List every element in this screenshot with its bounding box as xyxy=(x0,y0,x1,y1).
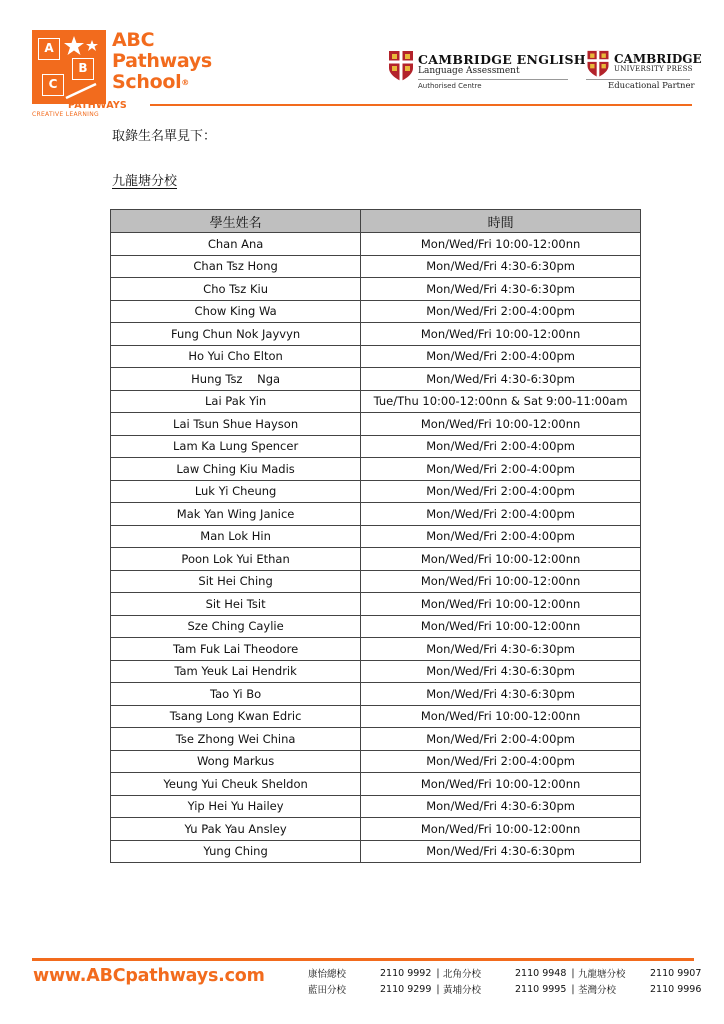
class-time-cell: Mon/Wed/Fri 10:00-12:00nn xyxy=(361,705,641,728)
class-time-cell: Mon/Wed/Fri 2:00-4:00pm xyxy=(361,345,641,368)
class-time-cell: Mon/Wed/Fri 2:00-4:00pm xyxy=(361,750,641,773)
table-row xyxy=(111,818,641,841)
table-row xyxy=(111,300,641,323)
table-row xyxy=(111,773,641,796)
school-name-line3-text: School xyxy=(112,71,182,93)
table-row xyxy=(111,638,641,661)
student-name-cell: Lam Ka Lung Spencer xyxy=(111,435,361,458)
table-row xyxy=(111,255,641,278)
table-row xyxy=(111,525,641,548)
table-row xyxy=(111,480,641,503)
class-time-cell: Mon/Wed/Fri 2:00-4:00pm xyxy=(361,300,641,323)
contact-separator: | xyxy=(436,967,440,979)
class-time-cell: Mon/Wed/Fri 4:30-6:30pm xyxy=(361,638,641,661)
table-row xyxy=(111,660,641,683)
cambridge-english-status: Authorised Centre xyxy=(418,82,482,90)
class-time-cell: Mon/Wed/Fri 10:00-12:00nn xyxy=(361,413,641,436)
student-name-cell: Mak Yan Wing Janice xyxy=(111,503,361,526)
school-name xyxy=(112,30,212,93)
student-name-cell: Sze Ching Caylie xyxy=(111,615,361,638)
table-row xyxy=(111,683,641,706)
student-name-cell: Cho Tsz Kiu xyxy=(111,278,361,301)
student-name-cell: Yeung Yui Cheuk Sheldon xyxy=(111,773,361,796)
student-table-body xyxy=(111,233,641,863)
class-time-cell: Mon/Wed/Fri 10:00-12:00nn xyxy=(361,593,641,616)
class-time-cell: Mon/Wed/Fri 2:00-4:00pm xyxy=(361,435,641,458)
website-link[interactable]: www.ABCpathways.com xyxy=(33,966,265,986)
table-row xyxy=(111,278,641,301)
table-row xyxy=(111,548,641,571)
student-table xyxy=(110,209,641,863)
star-icon xyxy=(62,34,102,60)
logo-letter-c: C xyxy=(42,74,64,96)
class-time-cell: Mon/Wed/Fri 4:30-6:30pm xyxy=(361,660,641,683)
student-name-cell: Tam Yeuk Lai Hendrik xyxy=(111,660,361,683)
table-row xyxy=(111,390,641,413)
table-row xyxy=(111,458,641,481)
student-name-cell: Yip Hei Yu Hailey xyxy=(111,795,361,818)
cambridge-press-title: CAMBRIDGE xyxy=(614,52,702,66)
class-time-cell: Mon/Wed/Fri 2:00-4:00pm xyxy=(361,503,641,526)
class-time-cell: Mon/Wed/Fri 10:00-12:00nn xyxy=(361,570,641,593)
student-name-cell: Tao Yi Bo xyxy=(111,683,361,706)
table-row xyxy=(111,795,641,818)
cambridge-press-subtitle: UNIVERSITY PRESS xyxy=(614,65,693,73)
student-name-cell: Lai Pak Yin xyxy=(111,390,361,413)
campus-contacts xyxy=(308,965,703,997)
campus-phone: 2110 9907 xyxy=(650,967,702,979)
cambridge-press-status: Educational Partner xyxy=(608,81,695,91)
table-row xyxy=(111,435,641,458)
class-time-cell: Mon/Wed/Fri 4:30-6:30pm xyxy=(361,278,641,301)
contact-separator: | xyxy=(571,967,575,979)
student-name-cell: Hung Tsz Nga xyxy=(111,368,361,391)
class-time-cell: Mon/Wed/Fri 4:30-6:30pm xyxy=(361,683,641,706)
table-row xyxy=(111,323,641,346)
table-row xyxy=(111,728,641,751)
student-name-cell: Tam Fuk Lai Theodore xyxy=(111,638,361,661)
contact-separator: | xyxy=(436,983,440,995)
cambridge-english-divider xyxy=(418,79,568,80)
contact-row xyxy=(308,981,703,997)
cambridge-english-logo xyxy=(388,50,586,92)
table-row xyxy=(111,615,641,638)
class-time-cell: Mon/Wed/Fri 4:30-6:30pm xyxy=(361,840,641,863)
class-time-cell: Mon/Wed/Fri 10:00-12:00nn xyxy=(361,818,641,841)
branch-title: 九龍塘分校 xyxy=(112,174,178,189)
table-row xyxy=(111,593,641,616)
school-name-line3 xyxy=(112,72,212,93)
student-name-cell: Fung Chun Nok Jayvyn xyxy=(111,323,361,346)
cambridge-english-subtitle: Language Assessment xyxy=(418,66,520,76)
table-row xyxy=(111,750,641,773)
student-name-cell: Sit Hei Ching xyxy=(111,570,361,593)
class-time-cell: Mon/Wed/Fri 10:00-12:00nn xyxy=(361,773,641,796)
student-name-cell: Luk Yi Cheung xyxy=(111,480,361,503)
logo-letter-blocks xyxy=(32,30,106,104)
campus-name: 荃灣分校 xyxy=(578,985,617,996)
logo-letter-b: B xyxy=(72,58,94,80)
table-header-row xyxy=(111,210,641,233)
campus-phone: 2110 9995 xyxy=(515,983,567,995)
shield-icon xyxy=(388,50,414,82)
student-name-cell: Lai Tsun Shue Hayson xyxy=(111,413,361,436)
intro-text: 取錄生名單見下： xyxy=(112,129,217,144)
registered-mark: ® xyxy=(181,78,189,87)
class-time-cell: Mon/Wed/Fri 10:00-12:00nn xyxy=(361,615,641,638)
table-row xyxy=(111,413,641,436)
campus-phone: 2110 9996 xyxy=(650,983,702,995)
table-row xyxy=(111,840,641,863)
table-row xyxy=(111,570,641,593)
student-name-cell: Man Lok Hin xyxy=(111,525,361,548)
class-time-cell: Mon/Wed/Fri 2:00-4:00pm xyxy=(361,480,641,503)
column-header-name: 學生姓名 xyxy=(111,210,361,233)
cambridge-english-title: CAMBRIDGE ENGLISH xyxy=(418,52,586,67)
campus-phone: 2110 9948 xyxy=(515,967,567,979)
contact-row xyxy=(308,965,703,981)
campus-phone: 2110 9299 xyxy=(380,983,432,995)
header-divider xyxy=(150,104,692,106)
contact-separator: | xyxy=(571,983,575,995)
student-name-cell: Chow King Wa xyxy=(111,300,361,323)
class-time-cell: Mon/Wed/Fri 10:00-12:00nn xyxy=(361,323,641,346)
student-name-cell: Yung Ching xyxy=(111,840,361,863)
campus-phone: 2110 9992 xyxy=(380,967,432,979)
table-row xyxy=(111,705,641,728)
table-row xyxy=(111,345,641,368)
school-name-line1: ABC xyxy=(112,29,155,51)
class-time-cell: Mon/Wed/Fri 4:30-6:30pm xyxy=(361,795,641,818)
table-row xyxy=(111,233,641,256)
class-time-cell: Mon/Wed/Fri 4:30-6:30pm xyxy=(361,368,641,391)
school-name-line2: Pathways xyxy=(112,50,212,72)
column-header-time: 時間 xyxy=(361,210,641,233)
table-row xyxy=(111,368,641,391)
student-name-cell: Sit Hei Tsit xyxy=(111,593,361,616)
table-row xyxy=(111,503,641,526)
cambridge-press-logo xyxy=(586,50,702,92)
class-time-cell: Mon/Wed/Fri 10:00-12:00nn xyxy=(361,548,641,571)
logo-sub-brand: PATHWAYS xyxy=(68,100,127,111)
shield-icon xyxy=(586,50,610,78)
class-time-cell: Mon/Wed/Fri 4:30-6:30pm xyxy=(361,255,641,278)
class-time-cell: Mon/Wed/Fri 2:00-4:00pm xyxy=(361,728,641,751)
logo-letter-a: A xyxy=(38,38,60,60)
campus-name: 康怡總校 xyxy=(308,969,347,980)
campus-name: 九龍塘分校 xyxy=(578,969,626,980)
student-name-cell: Law Ching Kiu Madis xyxy=(111,458,361,481)
student-name-cell: Tse Zhong Wei China xyxy=(111,728,361,751)
campus-name: 北角分校 xyxy=(443,969,482,980)
class-time-cell: Tue/Thu 10:00-12:00nn & Sat 9:00-11:00am xyxy=(361,390,641,413)
student-name-cell: Chan Tsz Hong xyxy=(111,255,361,278)
campus-name: 藍田分校 xyxy=(308,985,347,996)
student-name-cell: Tsang Long Kwan Edric xyxy=(111,705,361,728)
class-time-cell: Mon/Wed/Fri 2:00-4:00pm xyxy=(361,458,641,481)
class-time-cell: Mon/Wed/Fri 10:00-12:00nn xyxy=(361,233,641,256)
cambridge-press-divider xyxy=(586,79,690,80)
student-name-cell: Yu Pak Yau Ansley xyxy=(111,818,361,841)
student-name-cell: Ho Yui Cho Elton xyxy=(111,345,361,368)
footer-divider xyxy=(32,958,694,961)
logo-tagline: CREATIVE LEARNING xyxy=(32,111,99,118)
pencil-icon xyxy=(62,80,102,102)
student-name-cell: Poon Lok Yui Ethan xyxy=(111,548,361,571)
student-name-cell: Wong Markus xyxy=(111,750,361,773)
student-name-cell: Chan Ana xyxy=(111,233,361,256)
class-time-cell: Mon/Wed/Fri 2:00-4:00pm xyxy=(361,525,641,548)
campus-name: 黃埔分校 xyxy=(443,985,482,996)
